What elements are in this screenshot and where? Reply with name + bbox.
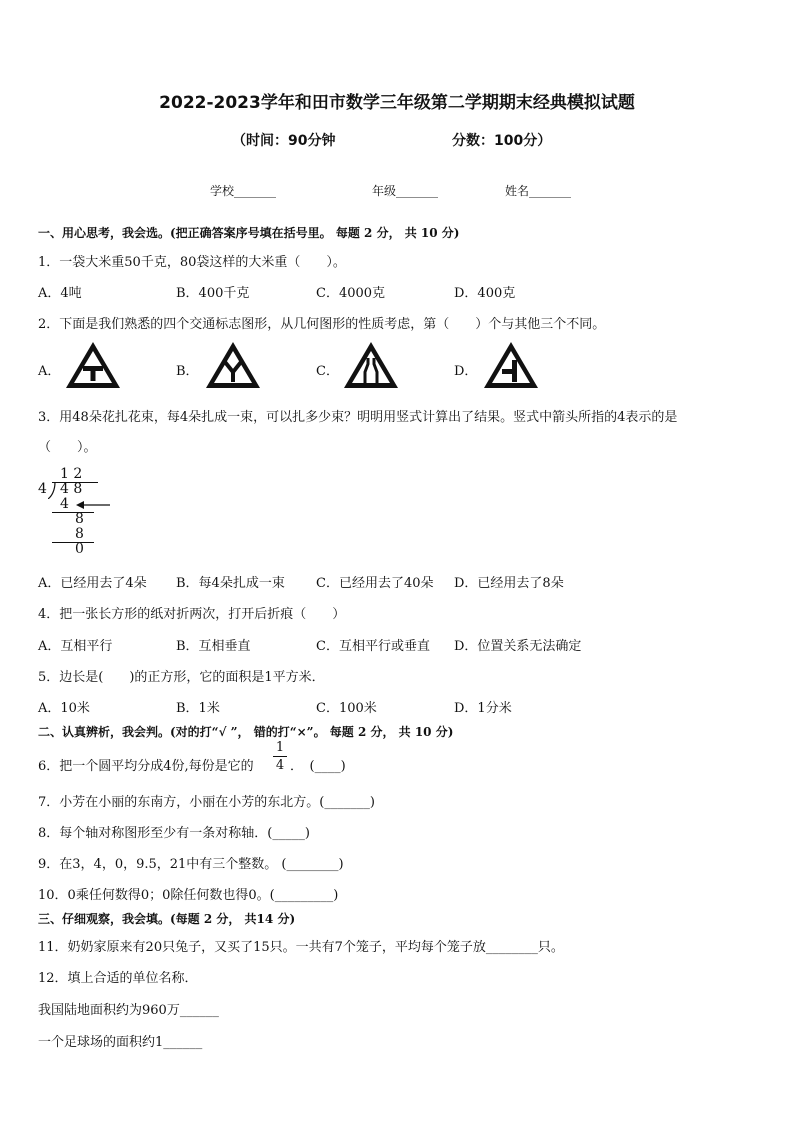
q1-option-b[interactable]: B．400千克 [176,286,250,301]
q3-option-a[interactable]: A．已经用去了4朵 [38,576,147,591]
school-field[interactable]: 学校_______ [210,184,277,198]
q2-option-b[interactable]: B． [176,364,199,379]
q3-option-c[interactable]: C．已经用去了40朵 [316,576,434,591]
q5-option-a[interactable]: A．10米 [38,701,90,716]
division-dividend: 4 8 [60,481,83,497]
traffic-sign-a-t-junction-icon [64,340,122,390]
q2-option-d[interactable]: D． [454,364,478,379]
arrow-left-icon [76,500,110,510]
q1-option-d[interactable]: D．400克 [454,286,516,301]
long-division [36,462,116,558]
q4-option-a[interactable]: A．互相平行 [38,639,113,654]
q5-option-c[interactable]: C．100米 [316,701,377,716]
question-9: 9．在3，4，0，9.5，21中有三个整数。 (________) [38,857,344,872]
question-12-part-b: 一个足球场的面积约1______ [38,1035,203,1050]
traffic-sign-d-side-road-icon [482,340,540,390]
page-title: 2022-2023学年和田市数学三年级第二学期期末经典模拟试题 [159,93,635,113]
division-step-1: 4 [60,496,69,512]
grade-field[interactable]: 年级_______ [372,184,439,198]
division-step-2: 8 [75,511,84,527]
division-quotient: 1 2 [60,466,83,482]
q2-option-a[interactable]: A． [38,364,61,379]
question-6-text: 6．把一个圆平均分成4份,每份是它的 [38,759,254,774]
question-6-answer-blank[interactable]: ． (____) [290,759,346,774]
traffic-sign-b-y-junction-icon [204,340,262,390]
name-field[interactable]: 姓名_______ [505,184,572,198]
q5-option-d[interactable]: D．1分米 [454,701,512,716]
fraction-denominator: 4 [275,758,285,773]
section-1-heading: 一、用心思考，我会选。(把正确答案序号填在括号里。 每题 2 分， 共 10 分) [38,226,460,240]
q1-option-a[interactable]: A．4吨 [38,286,82,301]
q3-option-b[interactable]: B．每4朵扎成一束 [176,576,285,591]
exam-time: （时间：90分钟 [232,133,336,149]
division-bracket-icon [48,482,56,499]
question-3-line-1: 3．用48朵花扎花束，每4朵扎成一束，可以扎多少束？明明用竖式计算出了结果。竖式中箭头所指的4表示的是 [38,410,678,425]
fraction-numerator: 1 [275,740,285,755]
q3-option-d[interactable]: D．已经用去了8朵 [454,576,564,591]
question-2: 2．下面是我们熟悉的四个交通标志图形，从几何图形的性质考虑，第（ ）个与其他三个不同。 [38,317,606,332]
division-remainder: 0 [75,541,84,557]
question-7: 7．小芳在小丽的东南方，小丽在小芳的东北方。(_______) [38,795,375,810]
question-3-line-2: （ ）。 [38,440,97,455]
question-12: 12．填上合适的单位名称． [38,971,198,986]
question-8: 8．每个轴对称图形至少有一条对称轴．(_____) [38,826,310,841]
question-5: 5．边长是( )的正方形，它的面积是1平方米． [38,670,325,685]
section-3-heading: 三、仔细观察，我会填。(每题 2 分， 共14 分) [38,912,296,926]
q5-option-b[interactable]: B．1米 [176,701,220,716]
q1-option-c[interactable]: C．4000克 [316,286,386,301]
q4-option-d[interactable]: D．位置关系无法确定 [454,639,582,654]
question-10: 10．0乘任何数得0；0除任何数也得0。(_________) [38,888,339,903]
fraction-one-quarter [273,740,287,773]
q4-option-c[interactable]: C．互相平行或垂直 [316,639,430,654]
question-12-part-a: 我国陆地面积约为960万______ [38,1003,219,1018]
question-11: 11．奶奶家原来有20只兔子，又买了15只。一共有7个笼子，平均每个笼子放________只。 [38,940,564,955]
question-1: 1．一袋大米重50千克，80袋这样的大米重（ ）。 [38,255,346,270]
question-4: 4．把一张长方形的纸对折两次，打开后折痕（ ） [38,607,346,622]
division-divisor: 4 [38,481,47,497]
q2-option-c[interactable]: C． [316,364,339,379]
division-step-3: 8 [75,526,84,542]
q4-option-b[interactable]: B．互相垂直 [176,639,251,654]
section-2-heading: 二、认真辨析，我会判。(对的打“√ ”， 错的打“×”。 每题 2 分， 共 10 分) [38,725,454,739]
exam-score: 分数：100分） [452,133,552,149]
traffic-sign-c-road-narrows-icon [342,340,400,390]
